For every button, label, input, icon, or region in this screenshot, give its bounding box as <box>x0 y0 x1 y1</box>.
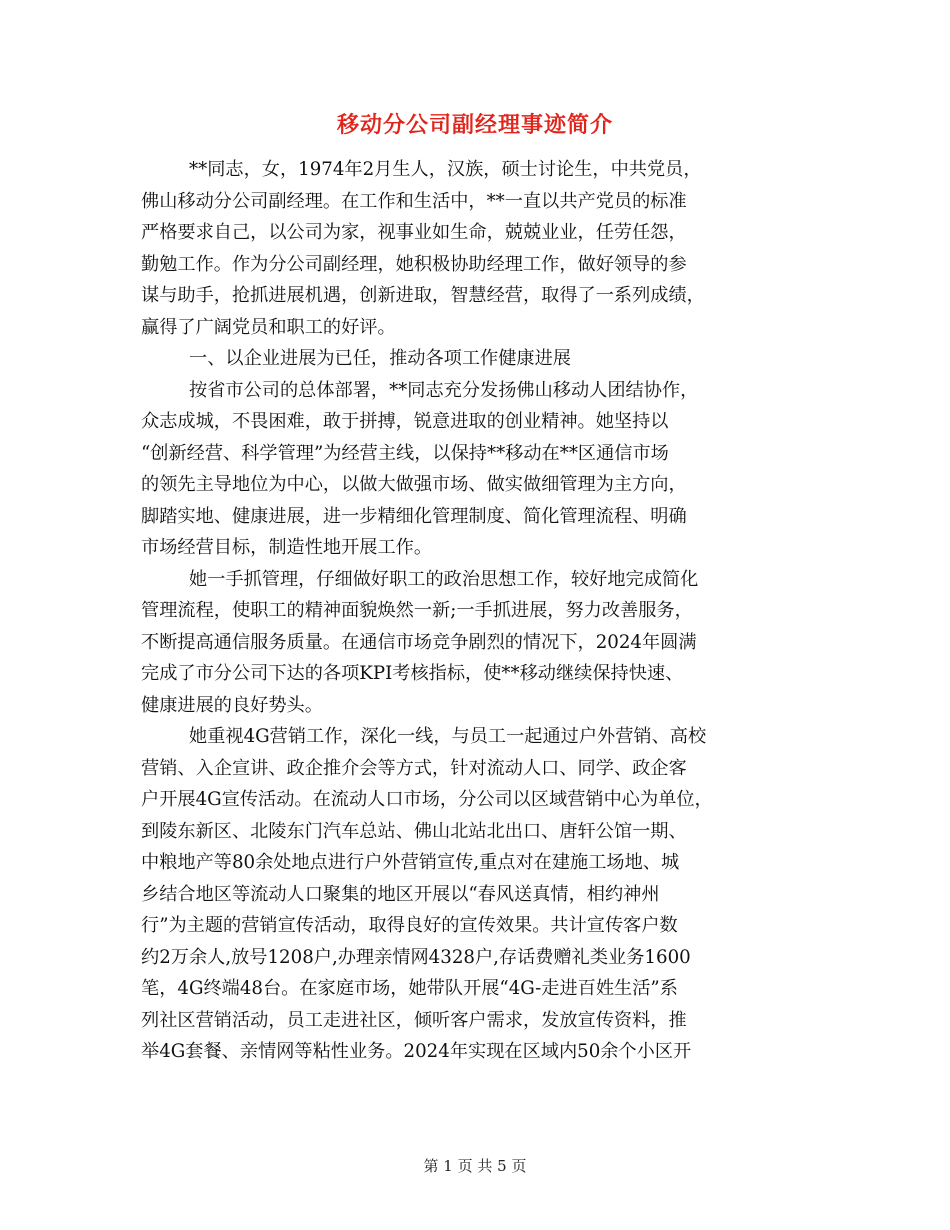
paragraph-line: 户开展4G宣传活动。在流动人口市场，分公司以区域营销中心为单位， <box>141 789 713 810</box>
paragraph-line: 举4G套餐、亲情网等粘性业务。2024年实现在区域内50余个小区开 <box>141 1041 692 1062</box>
paragraph-line: 市场经营目标，制造性地开展工作。 <box>141 537 433 558</box>
paragraph-line: 佛山移动分公司副经理。在工作和生活中，**一直以共产党员的标准 <box>141 190 687 212</box>
paragraph-line: 完成了市分公司下达的各项KPI考核指标，使**移动继续保持快速、 <box>141 663 684 684</box>
paragraph-line: 按省市公司的总体部署，**同志充分发扬佛山移动人团结协作， <box>189 379 699 401</box>
paragraph-line: 严格要求自己，以公司为家，视事业如生命，兢兢业业，任劳任怨， <box>141 222 687 243</box>
paragraph-line: 她一手抓管理，仔细做好职工的政治思想工作，较好地完成简化 <box>189 568 699 590</box>
paragraph-line: 谋与助手，抢抓进展机遇，创新进取，智慧经营，取得了一系列成绩， <box>141 285 705 306</box>
paragraph-line: 行”为主题的营销宣传活动，取得良好的宣传效果。共计宣传客户数 <box>141 915 678 936</box>
paragraph-line: 众志成城，不畏困难，敢于拼搏，锐意进取的创业精神。她坚持以 <box>141 411 669 432</box>
section-heading: 一、以企业进展为已任，推动各项工作健康进展 <box>189 348 571 369</box>
paragraph-line: 不断提高通信服务质量。在通信市场竞争剧烈的情况下，2024年圆满 <box>141 631 697 653</box>
paragraph-line: “创新经营、科学管理”为经营主线，以保持**移动在**区通信市场 <box>141 442 669 464</box>
paragraph-line: 管理流程，使职工的精神面貌焕然一新;一手抓进展，努力改善服务， <box>141 600 693 621</box>
paragraph-line: 脚踏实地、健康进展，进一步精细化管理制度、简化管理流程、明确 <box>141 505 687 527</box>
paragraph-line: 列社区营销活动，员工走进社区，倾听客户需求，发放宣传资料，推 <box>141 1009 687 1031</box>
document-title: 移动分公司副经理事迹简介 <box>336 112 613 138</box>
page-number-label: 第 1 页 共 5 页 <box>423 1157 527 1175</box>
paragraph-line: **同志，女，1974年2月生人，汉族，硕士讨论生，中共党员， <box>189 159 702 180</box>
paragraph-line: 的领先主导地位为中心，以做大做强市场、做实做细管理为主方向， <box>141 474 687 495</box>
paragraph-line: 赢得了广阔党员和职工的好评。 <box>141 316 396 338</box>
paragraph-line: 约2万余人,放号1208户,办理亲情网4328户,存话费赠礼类业务1600 <box>141 946 691 968</box>
paragraph-line: 营销、入企宣讲、政企推介会等方式，针对流动人口、同学、政企客 <box>141 757 687 779</box>
paragraph-line: 到陵东新区、北陵东门汽车总站、佛山北站北出口、唐轩公馆一期、 <box>141 820 687 842</box>
document-body <box>141 154 813 1068</box>
paragraph-line: 勤勉工作。作为分公司副经理，她积极协助经理工作，做好领导的参 <box>141 253 687 275</box>
paragraph-line: 她重视4G营销工作，深化一线，与员工一起通过户外营销、高校 <box>189 726 707 747</box>
paragraph-line: 笔，4G终端48台。在家庭市场，她带队开展“4G-走进百姓生活”系 <box>141 978 678 999</box>
paragraph-line: 中粮地产等80余处地点进行户外营销宣传,重点对在建施工场地、城 <box>141 852 680 873</box>
paragraph-line: 健康进展的良好势头。 <box>141 694 323 716</box>
page-footer <box>0 1155 950 1176</box>
paragraph-line: 乡结合地区等流动人口聚集的地区开展以“春风送真情，相约神州 <box>141 883 660 905</box>
